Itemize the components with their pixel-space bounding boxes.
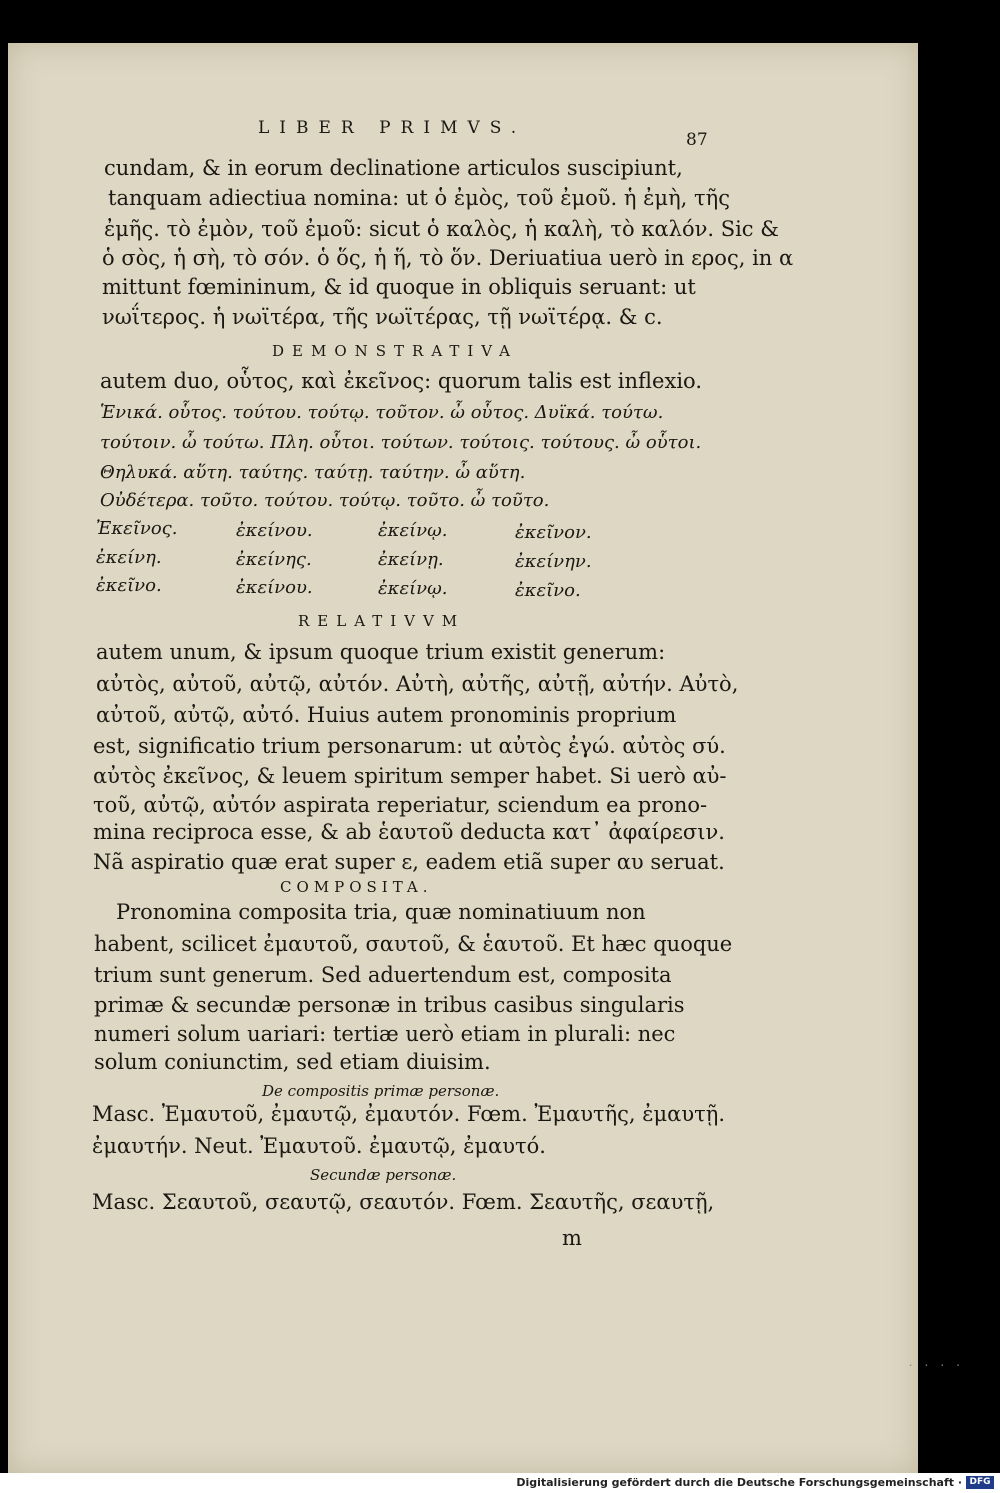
text-line: αὐτοῦ, αὐτῷ, αὐτό. Huius autem pronominis proprium (96, 703, 677, 727)
text-line: Pronomina composita tria, quæ nominatiuum non (116, 900, 646, 924)
footer-bar (0, 1473, 1000, 1493)
table-cell: ἐκείνῳ. (378, 578, 448, 599)
text-line: Masc. Σεαυτοῦ, σεαυτῷ, σεαυτόν. Fœm. Σεαυτῆς, σεαυτῇ, (92, 1190, 715, 1214)
text-line: tanquam adiectiua nomina: ut ὁ ἐμὸς, τοῦ ἐμοῦ. ἡ ἐμὴ, τῆς (108, 186, 730, 210)
text-line: habent, scilicet ἐμαυτοῦ, σαυτοῦ, & ἑαυτοῦ. Et hæc quoque (94, 932, 733, 956)
table-cell: ἐκεῖνο. (96, 575, 162, 596)
table-cell: ἐκείνη. (96, 547, 162, 568)
text-line: αὐτὸς ἐκεῖνος, & leuem spiritum semper habet. Si uerò αὐ- (93, 764, 727, 788)
text-line: Nã aspiratio quæ erat super ε, eadem etiã super αυ seruat. (93, 850, 725, 874)
text-line: autem duo, οὗτος, καὶ ἐκεῖνος: quorum talis est inflexio. (100, 369, 702, 393)
subheading-prima: De compositis primæ personæ. (262, 1082, 500, 1100)
footer-credit: Digitalisierung gefördert durch die Deutsche Forschungsgemeinschaft · (516, 1476, 962, 1489)
heading-composita: COMPOSITA. (280, 878, 433, 896)
running-title: LIBER PRIMVS. (258, 118, 527, 138)
table-cell: ἐκείνου. (236, 577, 313, 598)
subheading-secunda: Secundæ personæ. (310, 1166, 457, 1184)
text-line: νωΐτερος. ἡ νωϊτέρα, τῆς νωϊτέρας, τῇ νωϊτέρᾳ. & c. (102, 305, 663, 329)
text-line: trium sunt generum. Sed aduertendum est, composita (94, 963, 672, 987)
text-line: mittunt fœmininum, & id quoque in obliquis seruant: ut (102, 275, 696, 299)
table-cell: ἐκείνου. (236, 520, 313, 541)
table-cell: ἐκείνης. (236, 549, 312, 570)
text-line: cundam, & in eorum declinatione articulos suscipiunt, (104, 156, 683, 180)
greek-line: τούτοιν. ὦ τούτω. Πλη. οὗτοι. τούτων. τούτοις. τούτους. ὦ οὗτοι. (100, 432, 702, 453)
text-line: primæ & secundæ personæ in tribus casibus singularis (94, 993, 685, 1017)
heading-relativum: RELATIVVM (298, 612, 466, 630)
page-number: 87 (686, 130, 708, 150)
text-line: αὐτὸς, αὐτοῦ, αὐτῷ, αὐτόν. Αὐτὴ, αὐτῆς, αὐτῇ, αὐτήν. Αὐτὸ, (96, 672, 739, 696)
table-cell: ἐκεῖνον. (515, 522, 592, 543)
table-cell: ἐκείνην. (515, 551, 592, 572)
text-line: Masc. Ἐμαυτοῦ, ἐμαυτῷ, ἐμαυτόν. Fœm. Ἐμαυτῆς, ἐμαυτῇ. (92, 1102, 726, 1126)
greek-line: Οὐδέτερα. τοῦτο. τούτου. τούτῳ. τοῦτο. ὦ τοῦτο. (100, 490, 550, 511)
table-cell: Ἐκεῖνος. (96, 518, 178, 539)
dfg-logo: DFG (966, 1476, 994, 1489)
text-line: numeri solum uariari: tertiæ uerò etiam in plurali: nec (94, 1022, 676, 1046)
heading-demonstrativa: DEMONSTRATIVA (272, 342, 518, 360)
text-line: ἐμαυτήν. Neut. Ἐμαυτοῦ. ἐμαυτῷ, ἐμαυτό. (92, 1134, 546, 1158)
text-line: ἐμῆς. τὸ ἐμὸν, τοῦ ἐμοῦ: sicut ὁ καλὸς, ἡ καλὴ, τὸ καλόν. Sic & (104, 217, 779, 241)
text-line: est, significatio trium personarum: ut αὐτὸς ἐγώ. αὐτὸς σύ. (93, 734, 726, 758)
text-line: τοῦ, αὐτῷ, αὐτόν aspirata reperiatur, sciendum ea prono- (93, 793, 708, 817)
catchword: m (562, 1226, 582, 1250)
table-cell: ἐκεῖνο. (515, 580, 581, 601)
table-cell: ἐκείνῃ. (378, 549, 444, 570)
text-line: autem unum, & ipsum quoque trium existit generum: (96, 640, 666, 664)
text-line: ὁ σὸς, ἡ σὴ, τὸ σόν. ὁ ὅς, ἡ ἥ, τὸ ὅν. Deriuatiua uerò in ερος, in α (102, 246, 794, 270)
text-line: mina reciproca esse, & ab ἑαυτοῦ deducta κατ᾽ ἀφαίρεσιν. (93, 820, 725, 844)
edge-dots: .... (908, 1355, 972, 1369)
text-line: solum coniunctim, sed etiam diuisim. (94, 1050, 491, 1074)
greek-line: Θηλυκά. αὕτη. ταύτης. ταύτῃ. ταύτην. ὦ αὕτη. (100, 462, 526, 483)
table-cell: ἐκείνῳ. (378, 520, 448, 541)
greek-line: Ἑνικά. οὗτος. τούτου. τούτῳ. τοῦτον. ὦ οὗτος. Δυϊκά. τούτω. (100, 402, 664, 423)
